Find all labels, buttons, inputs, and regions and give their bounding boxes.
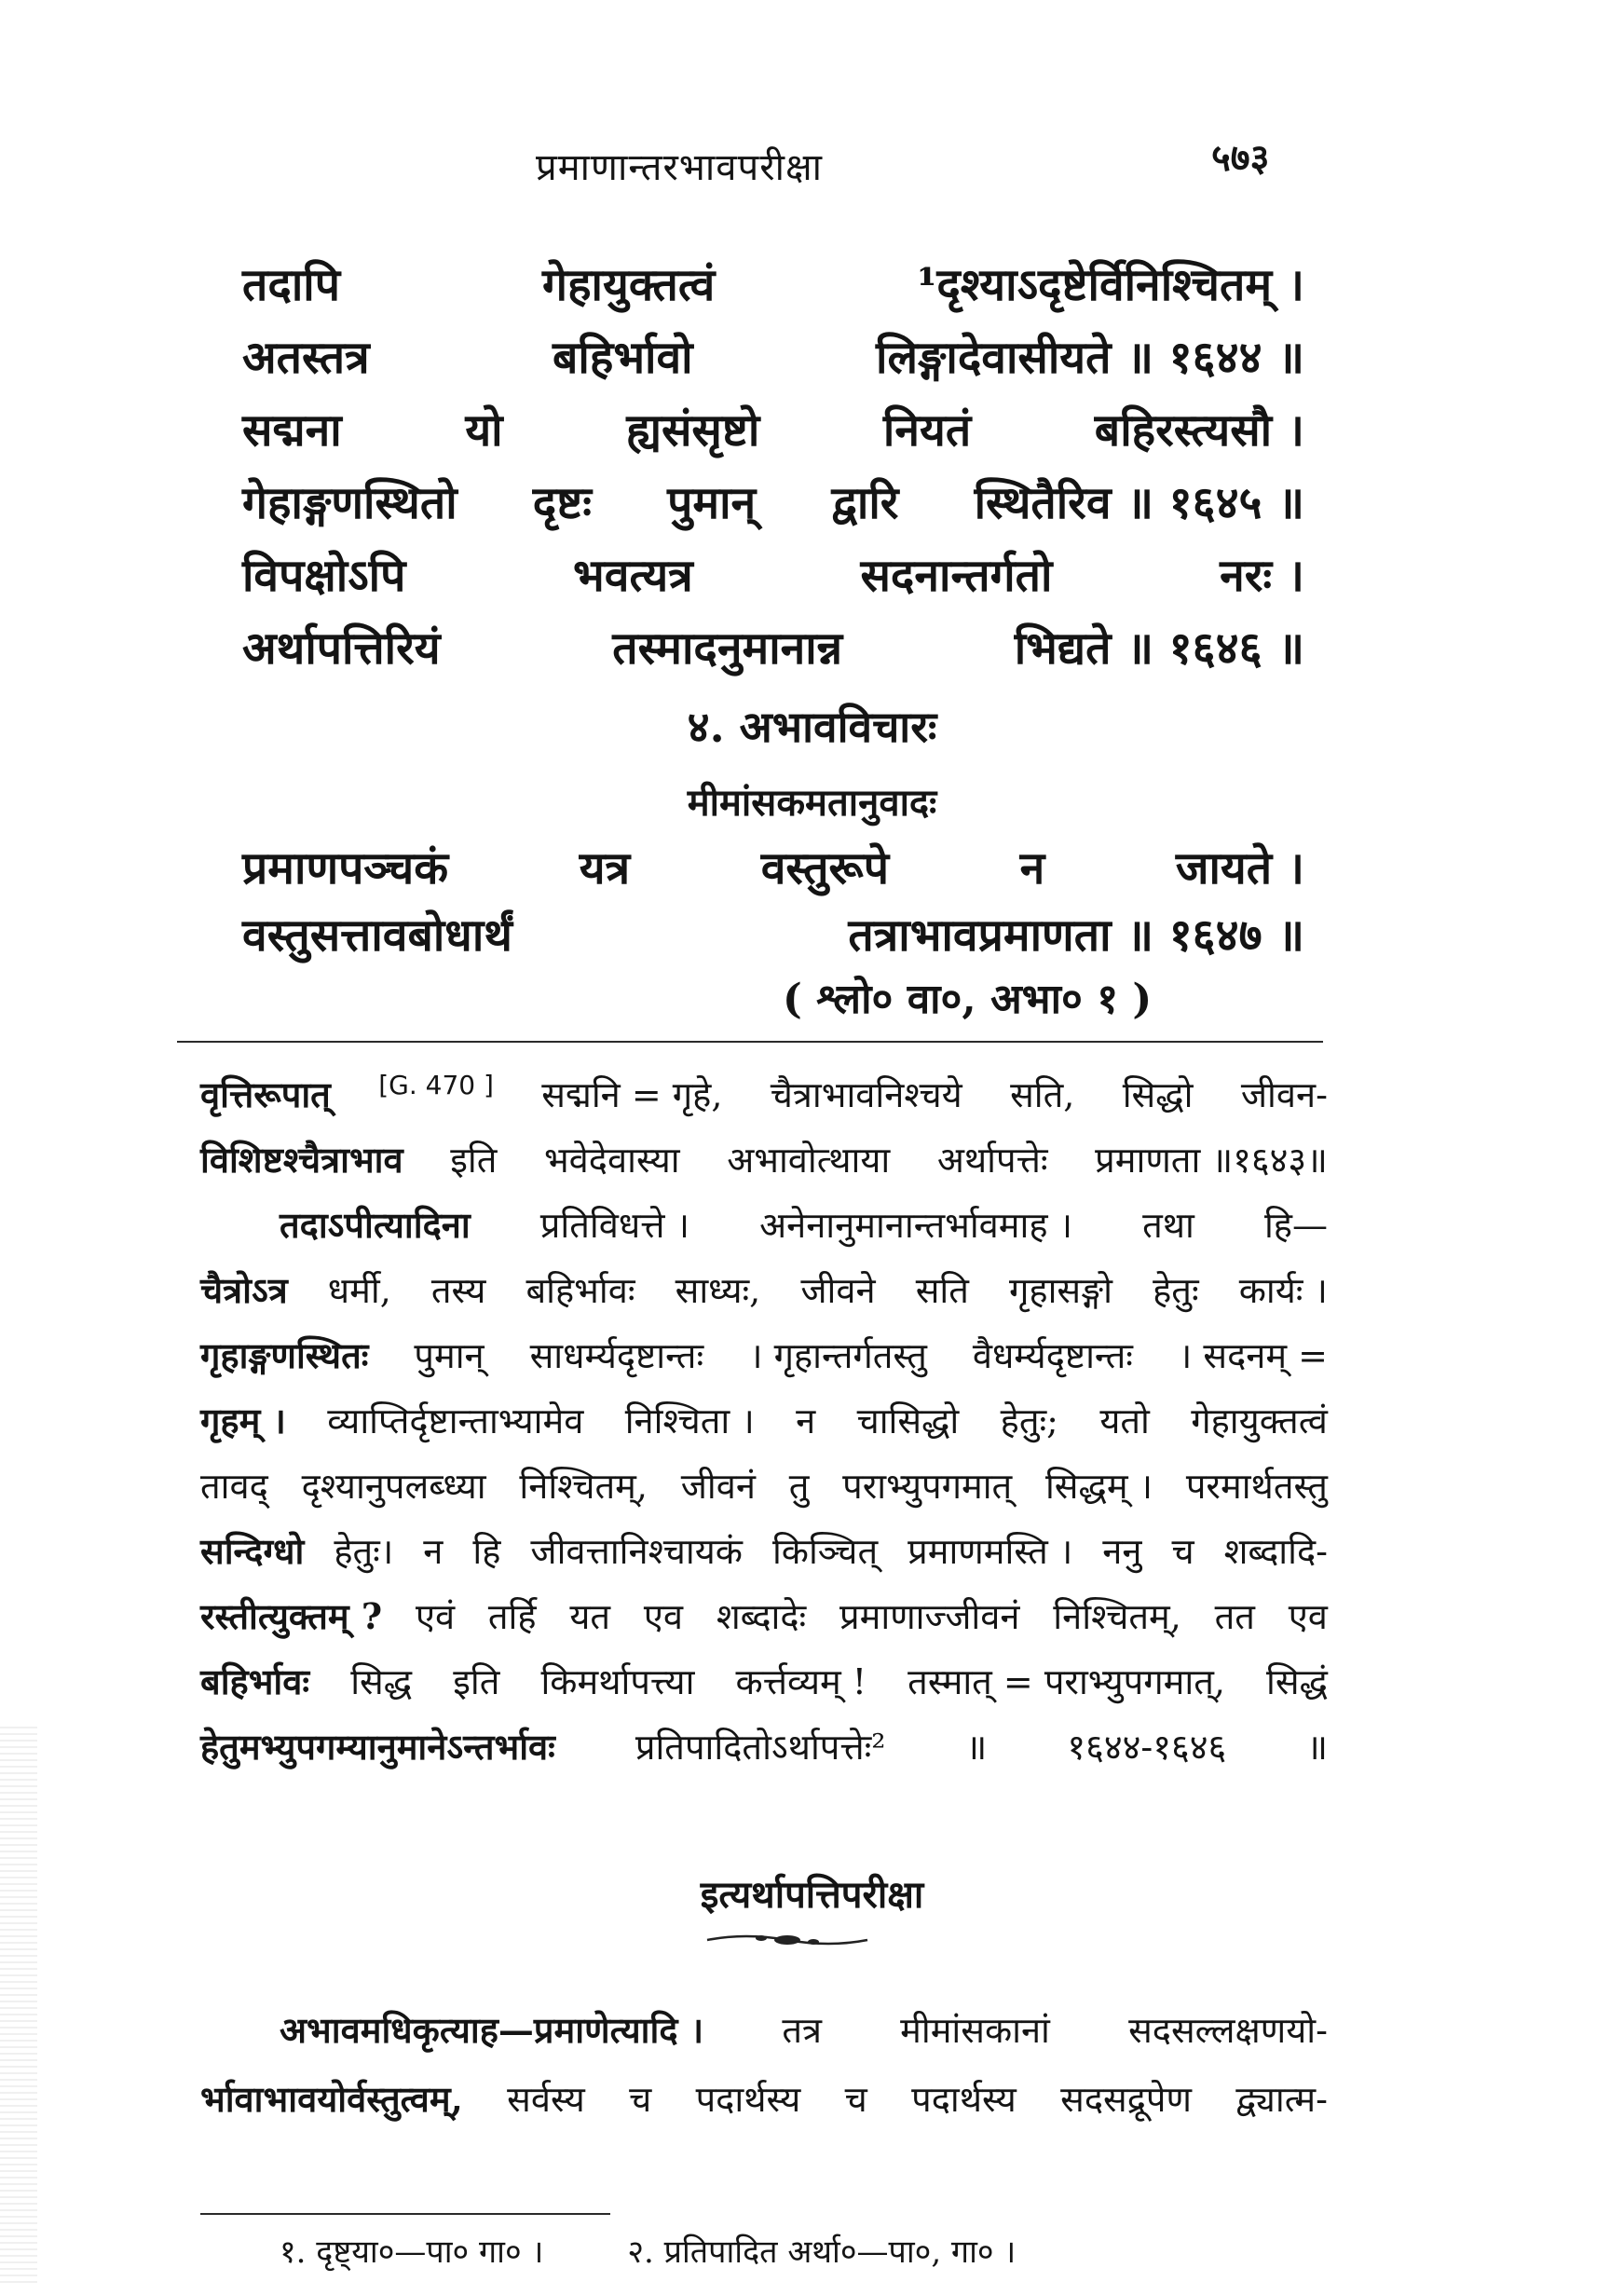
verse-word: गेहाङ्गणस्थितो <box>242 477 457 529</box>
verse-word: दृष्टः <box>532 477 592 529</box>
commentary-word: सद्मनि = गृहे, <box>541 1074 723 1115</box>
commentary-word: प्रतिपादितोऽर्थापत्तेः² <box>635 1727 886 1768</box>
footnote: १. दृष्ट्या०—पा० गा० । <box>280 2234 544 2271</box>
verse-line <box>242 471 1304 532</box>
commentary-word: ॥ <box>965 1727 988 1768</box>
commentary-word: प्रमाणमस्ति । <box>908 1531 1073 1572</box>
verse-word: भिद्यते ॥ १६४६ ॥ <box>1014 622 1304 675</box>
commentary-word: धर्मी, <box>327 1270 391 1311</box>
verse-word: वस्तुरूपे <box>760 842 889 895</box>
commentary-line <box>200 1135 1328 1183</box>
verse-line <box>242 326 1304 387</box>
ornament-flourish-icon <box>703 1931 871 1949</box>
verse-word: सद्मना <box>242 404 342 457</box>
commentary-word: चैत्राभावनिश्चये <box>770 1074 962 1115</box>
commentary-word: हि— <box>1263 1205 1328 1246</box>
commentary-word: हेतुः <box>1153 1270 1199 1311</box>
commentary-word: । सदनम् = <box>1178 1335 1328 1376</box>
commentary-word: निश्चितम्, <box>519 1466 648 1507</box>
commentary-word: दृश्यानुपलब्ध्या <box>301 1466 486 1507</box>
commentary-line <box>280 1200 1328 1249</box>
verse-word: गेहायुक्तत्वं <box>542 259 716 311</box>
commentary-word: तदाऽपीत्यादिना <box>280 1204 471 1246</box>
commentary-line <box>200 1461 1328 1510</box>
commentary-word: हि <box>472 1531 501 1572</box>
commentary-word: मीमांसकानां <box>900 2010 1050 2051</box>
commentary-word: वृत्तिरूपात् <box>200 1073 331 1115</box>
verse-word: नरः । <box>1220 550 1304 602</box>
verse-word: लिङ्गादेवासीयते ॥ १६४४ ॥ <box>876 332 1304 384</box>
footnote-divider <box>200 2213 610 2215</box>
commentary-word: वैधर्म्यदृष्टान्तः <box>972 1335 1133 1376</box>
commentary-word: साध्यः, <box>675 1270 761 1311</box>
commentary-word: एव <box>1288 1596 1328 1637</box>
verse-line <box>242 544 1304 605</box>
commentary-word: पराभ्युपगमात् <box>842 1466 1013 1507</box>
commentary-word: शब्दादि- <box>1223 1531 1328 1572</box>
footnote: २. प्रतिपादित अर्था०—पा०, गा० । <box>627 2234 1017 2271</box>
commentary-word: सदसल्लक्षणयो- <box>1128 2010 1328 2051</box>
commentary-line <box>200 1591 1328 1640</box>
commentary-word: हेतुः; <box>1000 1400 1058 1441</box>
verse-word: विपक्षोऽपि <box>242 550 406 602</box>
verse-word: तदापि <box>242 259 340 311</box>
commentary-word: च <box>629 2079 652 2120</box>
verse-word: स्थितैरिव ॥ १६४५ ॥ <box>974 477 1304 529</box>
commentary-line <box>200 1265 1328 1314</box>
commentary-word: किमर्थापत्त्या <box>540 1661 695 1702</box>
commentary-word: हेतुः। <box>334 1531 394 1572</box>
commentary-word: तस्य <box>430 1270 486 1311</box>
verse-word: द्वारि <box>831 477 899 529</box>
commentary-word: चासिद्धो <box>856 1400 960 1441</box>
commentary-word: अर्थापत्तेः <box>936 1140 1048 1181</box>
verse-line <box>242 399 1304 459</box>
verse-line <box>242 904 1304 964</box>
verse-word: अर्थापत्तिरियं <box>242 622 441 675</box>
commentary-word: सर्वस्य <box>507 2079 585 2120</box>
commentary-word: गृहासङ्गो <box>1009 1270 1113 1311</box>
commentary-word: तु <box>788 1466 810 1507</box>
verse-word: सदनान्तर्गतो <box>860 550 1053 602</box>
verse-word: बहिर्भावो <box>552 332 693 384</box>
commentary-word: र्भावाभावयोर्वस्तुत्वम्, <box>200 2078 463 2120</box>
verse-word: बहिरस्त्यसौ । <box>1094 404 1304 457</box>
commentary-line <box>200 1526 1328 1575</box>
commentary-word: । गृहान्तर्गतस्तु <box>749 1335 927 1376</box>
divider <box>177 1041 1323 1043</box>
commentary-word: सन्दिग्धो <box>200 1530 305 1572</box>
commentary-word: रस्तीत्युक्तम् ? <box>200 1595 383 1637</box>
commentary-word: सिद्धम् । <box>1044 1466 1153 1507</box>
commentary-word: द्व्यात्म- <box>1235 2079 1328 2120</box>
commentary-word: साधर्म्यदृष्टान्तः <box>529 1335 704 1376</box>
section-heading: ४. अभावविचारः <box>687 702 937 752</box>
commentary-word: तावद् <box>200 1466 268 1507</box>
verse-line <box>242 617 1304 677</box>
verse-word: न <box>1019 842 1045 895</box>
commentary-word: च <box>1171 1531 1194 1572</box>
commentary-word: तथा <box>1142 1205 1194 1246</box>
commentary-word: हेतुमभ्युपगम्यानुमानेऽन्तर्भावः <box>200 1726 555 1768</box>
commentary-word: ॥ <box>1306 1727 1328 1768</box>
commentary-word: १६४४-१६४६ <box>1067 1727 1227 1768</box>
commentary-word: बहिर्भावः <box>525 1270 635 1311</box>
commentary-line <box>200 1070 1328 1118</box>
verse-word: तत्राभावप्रमाणता ॥ १६४७ ॥ <box>848 909 1304 962</box>
verse-word: जायते । <box>1175 842 1304 895</box>
commentary-word: सिद्ध <box>350 1661 413 1702</box>
commentary-word: पुमान् <box>414 1335 484 1376</box>
commentary-word: कर्त्तव्यम् ! <box>735 1661 867 1702</box>
commentary-line <box>200 2074 1328 2123</box>
commentary-word: अनेनानुमानान्तर्भावमाह । <box>759 1205 1073 1246</box>
page-ref: [G. 470 ] <box>378 1070 494 1100</box>
commentary-word: परमार्थतस्तु <box>1185 1466 1328 1507</box>
commentary-word: किञ्चित् <box>771 1531 879 1572</box>
page-number: ५७३ <box>1211 136 1270 180</box>
commentary-word: कार्यः । <box>1238 1270 1328 1311</box>
verse-word: यत्र <box>579 842 631 895</box>
commentary-word: शब्दादेः <box>716 1596 807 1637</box>
commentary-word: सति, <box>1010 1074 1075 1115</box>
commentary-word: पदार्थस्य <box>911 2079 1017 2120</box>
verse-word: तस्मादनुमानान्न <box>612 622 843 675</box>
commentary-word: इति <box>453 1661 500 1702</box>
commentary-word: भवेदेवास्या <box>543 1140 680 1181</box>
running-title: प्रमाणान्तरभावपरीक्षा <box>536 146 823 189</box>
commentary-word: च <box>844 2079 867 2120</box>
commentary-word: एव <box>643 1596 684 1637</box>
verse-word: ¹दृश्याऽदृष्टेर्विनिश्चितम् । <box>917 259 1304 311</box>
commentary-word: यत <box>569 1596 611 1637</box>
footnotes <box>280 2229 1304 2272</box>
subheading: मीमांसकमतानुवादः <box>687 781 937 825</box>
scan-edge-noise <box>0 1724 37 2283</box>
verse-word: ह्यसंसृष्टो <box>626 404 760 457</box>
commentary-word: जीवने <box>800 1270 876 1311</box>
commentary-word: सति <box>915 1270 969 1311</box>
commentary-line <box>280 2005 1328 2054</box>
verse-line <box>242 253 1304 314</box>
commentary-word: इति <box>450 1140 498 1181</box>
commentary-word: यतो <box>1099 1400 1150 1441</box>
commentary-word: निश्चिता । <box>624 1400 755 1441</box>
commentary-word: ननु <box>1102 1531 1142 1572</box>
verse-word: नियतं <box>882 404 972 457</box>
commentary-word: प्रमाणाज्जीवनं <box>839 1596 1020 1637</box>
commentary-word: गेहायुक्तत्वं <box>1191 1400 1328 1441</box>
verse-word: पुमान् <box>667 477 757 529</box>
commentary-word: सिद्धो <box>1122 1074 1194 1115</box>
verse-word: यो <box>465 404 503 457</box>
commentary-word: चैत्रोऽत्र <box>200 1269 288 1311</box>
commentary-line <box>200 1657 1328 1705</box>
commentary-word: तत्र <box>782 2010 822 2051</box>
commentary-word: न <box>423 1531 444 1572</box>
verse-word: भवत्यत्र <box>573 550 693 602</box>
commentary-word: प्रमाणता ॥१६४३॥ <box>1095 1140 1328 1181</box>
commentary-word: न <box>796 1400 816 1441</box>
commentary-word: व्याप्तिर्दृष्टान्ताभ्यामेव <box>327 1400 584 1441</box>
commentary-word: निश्चितम्, <box>1053 1596 1181 1637</box>
citation: ( श्लो० वा०, अभा० १ ) <box>783 976 1153 1023</box>
verse-word: अतस्तत्र <box>242 332 370 384</box>
commentary-word: जीवन- <box>1240 1074 1328 1115</box>
commentary-word: सिद्धं <box>1266 1661 1328 1702</box>
commentary-word: विशिष्टश्चैत्राभाव <box>200 1139 403 1181</box>
commentary-word: प्रतिविधत्ते । <box>539 1205 690 1246</box>
commentary-word: जीवनं <box>680 1466 756 1507</box>
verse-word: वस्तुसत्तावबोधार्थं <box>242 909 512 962</box>
commentary-word: पदार्थस्य <box>695 2079 801 2120</box>
verse-word: प्रमाणपञ्चकं <box>242 842 449 895</box>
commentary-line <box>200 1331 1328 1379</box>
commentary-word: अभावोत्थाया <box>727 1140 891 1181</box>
commentary-word: सदसद्रूपेण <box>1060 2079 1192 2120</box>
commentary-word: अभावमधिकृत्याह—प्रमाणेत्यादि । <box>280 2009 704 2051</box>
verse-line <box>242 837 1304 897</box>
commentary-word: बहिर्भावः <box>200 1660 310 1702</box>
commentary-word: जीवत्तानिश्चायकं <box>530 1531 743 1572</box>
commentary-word: एवं <box>415 1596 456 1637</box>
commentary-line <box>200 1396 1328 1444</box>
closing-title: इत्यर्थापत्तिपरीक्षा <box>700 1873 924 1917</box>
commentary-word: गृहाङ्गणस्थितः <box>200 1334 369 1376</box>
commentary-word: तस्मात् = पराभ्युपगमात्, <box>908 1661 1225 1702</box>
commentary-word: गृहम् । <box>200 1400 286 1441</box>
commentary-word: तत <box>1214 1596 1255 1637</box>
commentary-line <box>200 1722 1328 1770</box>
commentary-word: तर्हि <box>487 1596 537 1637</box>
